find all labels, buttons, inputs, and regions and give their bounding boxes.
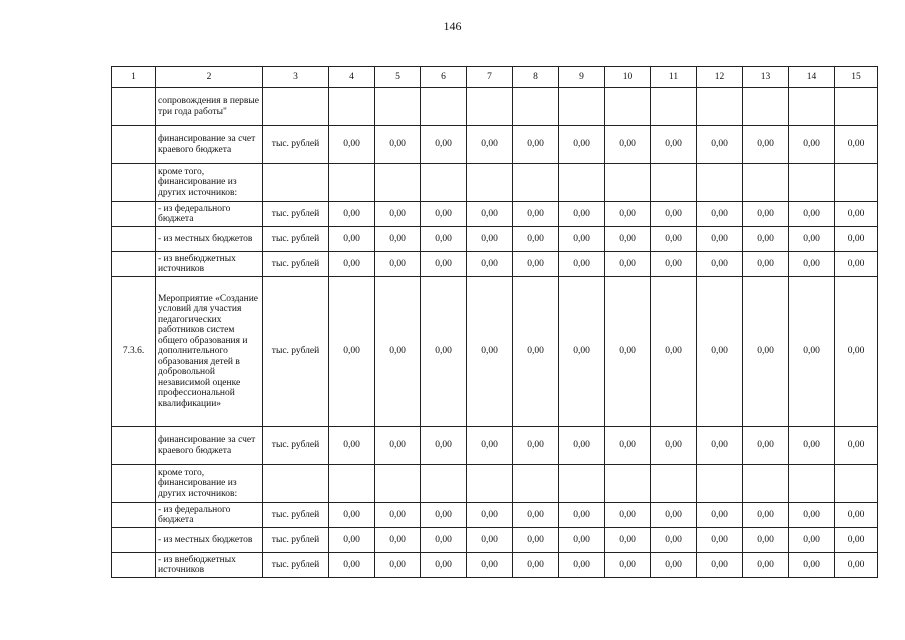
row-value: 0,00 <box>329 503 375 528</box>
row-value: 0,00 <box>743 252 789 277</box>
row-value: 0,00 <box>835 553 878 578</box>
row-value <box>559 88 605 126</box>
row-unit: тыс. рублей <box>263 252 329 277</box>
row-value: 0,00 <box>421 202 467 227</box>
header-row <box>112 67 878 88</box>
row-value: 0,00 <box>789 528 835 553</box>
row-value: 0,00 <box>743 277 789 427</box>
column-header: 3 <box>263 67 329 88</box>
row-description: - из федерального бюджета <box>156 503 263 528</box>
row-value: 0,00 <box>559 252 605 277</box>
row-value: 0,00 <box>421 277 467 427</box>
row-value <box>651 164 697 202</box>
table-row <box>112 503 878 528</box>
column-header: 9 <box>559 67 605 88</box>
row-value: 0,00 <box>375 528 421 553</box>
row-value: 0,00 <box>559 553 605 578</box>
row-unit: тыс. рублей <box>263 503 329 528</box>
row-value: 0,00 <box>513 126 559 164</box>
row-value: 0,00 <box>697 528 743 553</box>
row-value: 0,00 <box>329 126 375 164</box>
table-row <box>112 427 878 465</box>
row-value <box>789 88 835 126</box>
row-description: Мероприятие «Создание условий для участия педагогических работников систем общего образования и дополнительного образования детей в добровольной независимой оценке профессиональной квалификации» <box>156 277 263 427</box>
row-value: 0,00 <box>375 202 421 227</box>
row-value: 0,00 <box>605 503 651 528</box>
row-value: 0,00 <box>789 503 835 528</box>
row-description: финансирование за счет краевого бюджета <box>156 427 263 465</box>
row-value: 0,00 <box>605 277 651 427</box>
row-value: 0,00 <box>835 427 878 465</box>
row-value: 0,00 <box>559 503 605 528</box>
row-value <box>421 88 467 126</box>
row-value: 0,00 <box>421 227 467 252</box>
row-code <box>112 553 156 578</box>
row-description: - из внебюджетных источников <box>156 553 263 578</box>
row-value: 0,00 <box>651 202 697 227</box>
row-value: 0,00 <box>835 227 878 252</box>
row-unit: тыс. рублей <box>263 277 329 427</box>
row-value: 0,00 <box>559 126 605 164</box>
column-header: 13 <box>743 67 789 88</box>
table-row <box>112 465 878 503</box>
row-value <box>375 164 421 202</box>
row-value: 0,00 <box>375 503 421 528</box>
row-value: 0,00 <box>835 202 878 227</box>
row-code <box>112 465 156 503</box>
row-value: 0,00 <box>697 427 743 465</box>
row-value: 0,00 <box>835 252 878 277</box>
row-value: 0,00 <box>651 503 697 528</box>
row-value: 0,00 <box>467 553 513 578</box>
column-header: 10 <box>605 67 651 88</box>
row-value: 0,00 <box>559 202 605 227</box>
row-description: - из федерального бюджета <box>156 202 263 227</box>
row-value: 0,00 <box>375 126 421 164</box>
row-value: 0,00 <box>375 553 421 578</box>
row-code: 7.3.6. <box>112 277 156 427</box>
row-code <box>112 503 156 528</box>
row-value: 0,00 <box>467 503 513 528</box>
row-value <box>329 164 375 202</box>
row-value <box>651 465 697 503</box>
row-value: 0,00 <box>467 252 513 277</box>
row-value <box>375 465 421 503</box>
table-row <box>112 553 878 578</box>
row-description: кроме того, финансирование из других источников: <box>156 164 263 202</box>
row-value: 0,00 <box>421 553 467 578</box>
row-value: 0,00 <box>697 277 743 427</box>
row-value: 0,00 <box>789 427 835 465</box>
row-value: 0,00 <box>743 227 789 252</box>
row-value: 0,00 <box>513 427 559 465</box>
row-value: 0,00 <box>421 503 467 528</box>
row-value: 0,00 <box>329 553 375 578</box>
row-code <box>112 164 156 202</box>
table-row <box>112 227 878 252</box>
column-header: 14 <box>789 67 835 88</box>
table-row <box>112 88 878 126</box>
table-row <box>112 202 878 227</box>
table-row <box>112 126 878 164</box>
row-description: - из местных бюджетов <box>156 227 263 252</box>
row-value <box>559 164 605 202</box>
row-value: 0,00 <box>743 503 789 528</box>
row-value: 0,00 <box>789 227 835 252</box>
row-unit: тыс. рублей <box>263 202 329 227</box>
row-value: 0,00 <box>329 227 375 252</box>
row-value: 0,00 <box>421 427 467 465</box>
row-unit <box>263 465 329 503</box>
row-value <box>559 465 605 503</box>
row-value: 0,00 <box>651 553 697 578</box>
row-value <box>467 164 513 202</box>
row-code <box>112 427 156 465</box>
row-description: кроме того, финансирование из других источников: <box>156 465 263 503</box>
row-value: 0,00 <box>605 553 651 578</box>
row-value: 0,00 <box>559 528 605 553</box>
row-value <box>421 465 467 503</box>
row-value: 0,00 <box>789 252 835 277</box>
row-value: 0,00 <box>743 202 789 227</box>
row-description: финансирование за счет краевого бюджета <box>156 126 263 164</box>
row-value: 0,00 <box>651 227 697 252</box>
row-value: 0,00 <box>375 227 421 252</box>
row-value <box>835 164 878 202</box>
row-value: 0,00 <box>835 126 878 164</box>
row-value: 0,00 <box>513 528 559 553</box>
row-value <box>789 465 835 503</box>
row-value: 0,00 <box>329 427 375 465</box>
row-value: 0,00 <box>743 427 789 465</box>
row-value: 0,00 <box>789 202 835 227</box>
row-value <box>421 164 467 202</box>
row-value <box>697 465 743 503</box>
row-value <box>605 465 651 503</box>
row-value: 0,00 <box>743 126 789 164</box>
column-header: 8 <box>513 67 559 88</box>
row-code <box>112 528 156 553</box>
column-header: 2 <box>156 67 263 88</box>
row-value <box>513 88 559 126</box>
row-value <box>375 88 421 126</box>
row-value: 0,00 <box>651 252 697 277</box>
row-description: - из внебюджетных источников <box>156 252 263 277</box>
row-value: 0,00 <box>513 503 559 528</box>
row-value: 0,00 <box>375 427 421 465</box>
row-value: 0,00 <box>789 553 835 578</box>
row-value <box>513 465 559 503</box>
row-value: 0,00 <box>329 277 375 427</box>
row-description: - из местных бюджетов <box>156 528 263 553</box>
row-value <box>697 164 743 202</box>
row-unit: тыс. рублей <box>263 427 329 465</box>
row-value: 0,00 <box>743 528 789 553</box>
row-value: 0,00 <box>789 277 835 427</box>
column-header: 5 <box>375 67 421 88</box>
column-header: 4 <box>329 67 375 88</box>
row-value: 0,00 <box>697 227 743 252</box>
column-header: 12 <box>697 67 743 88</box>
row-value: 0,00 <box>559 277 605 427</box>
row-value: 0,00 <box>651 528 697 553</box>
budget-table <box>111 66 878 578</box>
row-value: 0,00 <box>651 427 697 465</box>
row-value: 0,00 <box>651 126 697 164</box>
row-value <box>743 465 789 503</box>
row-value: 0,00 <box>467 126 513 164</box>
row-unit: тыс. рублей <box>263 528 329 553</box>
row-value: 0,00 <box>421 528 467 553</box>
row-value: 0,00 <box>697 202 743 227</box>
row-value: 0,00 <box>559 227 605 252</box>
row-value <box>329 465 375 503</box>
row-value: 0,00 <box>513 202 559 227</box>
table-row <box>112 528 878 553</box>
row-unit: тыс. рублей <box>263 553 329 578</box>
row-value <box>329 88 375 126</box>
row-value: 0,00 <box>467 277 513 427</box>
row-value <box>467 465 513 503</box>
row-unit <box>263 164 329 202</box>
page-number: 146 <box>443 19 462 33</box>
row-value <box>697 88 743 126</box>
table-row <box>112 277 878 427</box>
row-value: 0,00 <box>421 126 467 164</box>
row-value <box>743 164 789 202</box>
row-code <box>112 227 156 252</box>
column-header: 11 <box>651 67 697 88</box>
row-value: 0,00 <box>605 126 651 164</box>
row-value: 0,00 <box>697 252 743 277</box>
row-value <box>513 164 559 202</box>
table-body <box>112 88 878 578</box>
table-row <box>112 252 878 277</box>
column-header: 6 <box>421 67 467 88</box>
row-value: 0,00 <box>513 553 559 578</box>
row-value: 0,00 <box>605 427 651 465</box>
row-value: 0,00 <box>605 528 651 553</box>
row-unit: тыс. рублей <box>263 227 329 252</box>
row-value: 0,00 <box>467 202 513 227</box>
row-value <box>835 465 878 503</box>
row-value <box>789 164 835 202</box>
row-value: 0,00 <box>467 528 513 553</box>
row-value: 0,00 <box>375 277 421 427</box>
row-value: 0,00 <box>467 227 513 252</box>
row-value: 0,00 <box>651 277 697 427</box>
row-code <box>112 202 156 227</box>
row-value: 0,00 <box>789 126 835 164</box>
column-header: 1 <box>112 67 156 88</box>
row-value: 0,00 <box>513 227 559 252</box>
row-code <box>112 252 156 277</box>
row-value <box>835 88 878 126</box>
table-row <box>112 164 878 202</box>
row-value: 0,00 <box>835 503 878 528</box>
row-value: 0,00 <box>421 252 467 277</box>
row-value: 0,00 <box>329 202 375 227</box>
row-description: сопровождения в первые три года работы" <box>156 88 263 126</box>
row-value: 0,00 <box>513 252 559 277</box>
row-value <box>743 88 789 126</box>
row-value: 0,00 <box>743 553 789 578</box>
row-value <box>467 88 513 126</box>
row-value: 0,00 <box>329 528 375 553</box>
row-value: 0,00 <box>697 126 743 164</box>
row-value: 0,00 <box>559 427 605 465</box>
row-value <box>651 88 697 126</box>
row-value <box>605 88 651 126</box>
row-value: 0,00 <box>467 427 513 465</box>
row-value <box>605 164 651 202</box>
row-code <box>112 126 156 164</box>
row-value: 0,00 <box>513 277 559 427</box>
row-value: 0,00 <box>375 252 421 277</box>
row-value: 0,00 <box>697 553 743 578</box>
row-value: 0,00 <box>835 277 878 427</box>
column-header: 7 <box>467 67 513 88</box>
row-code <box>112 88 156 126</box>
row-value: 0,00 <box>329 252 375 277</box>
row-value: 0,00 <box>605 252 651 277</box>
row-value: 0,00 <box>835 528 878 553</box>
row-value: 0,00 <box>697 503 743 528</box>
row-value: 0,00 <box>605 227 651 252</box>
row-unit: тыс. рублей <box>263 126 329 164</box>
column-header: 15 <box>835 67 878 88</box>
row-unit <box>263 88 329 126</box>
row-value: 0,00 <box>605 202 651 227</box>
